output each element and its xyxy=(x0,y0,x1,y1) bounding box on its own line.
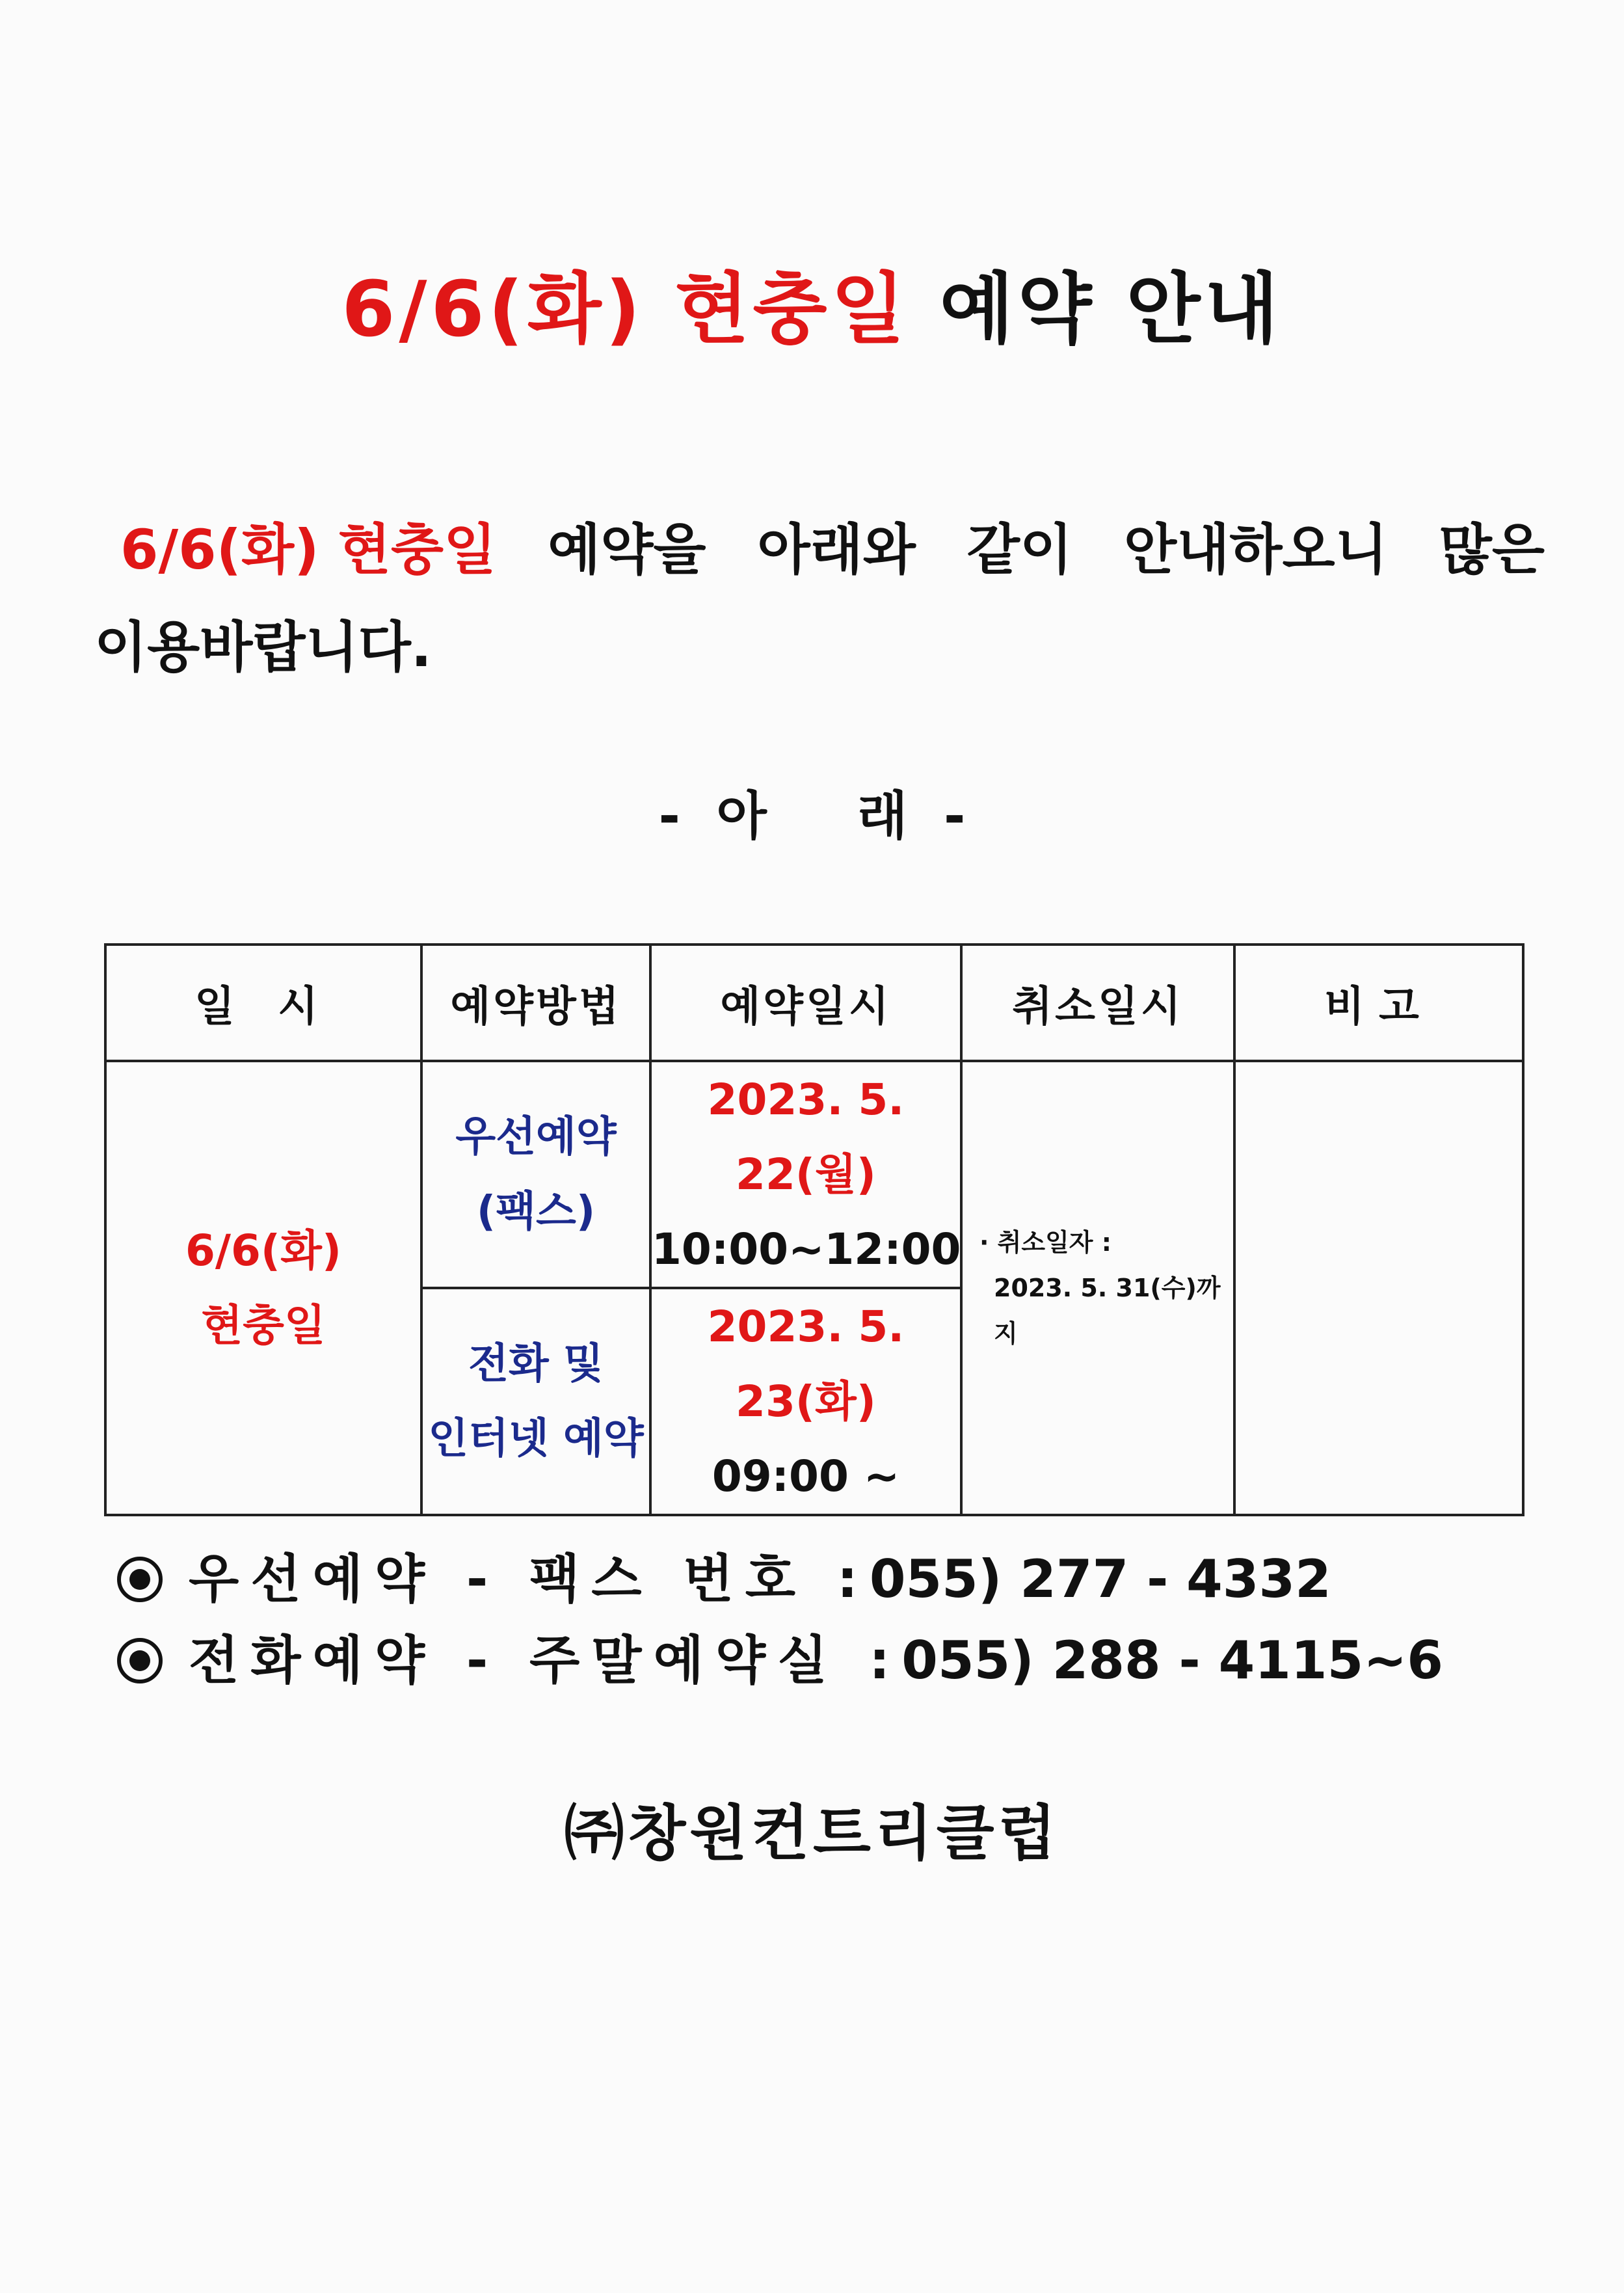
reserve-time: 10:00~12:00 xyxy=(652,1224,961,1274)
table-row xyxy=(105,1061,1523,1288)
method-line: 전화 및 xyxy=(468,1339,604,1388)
intro-paragraph xyxy=(94,501,1545,696)
page-title xyxy=(0,247,1624,358)
reserve-datetime-cell xyxy=(650,1061,961,1288)
contact-number: 055) 277 - 4332 xyxy=(869,1549,1331,1609)
intro-word: 아래와 xyxy=(757,518,916,582)
method-cell xyxy=(421,1061,650,1288)
contact-number: 055) 288 - 4115~6 xyxy=(901,1630,1443,1691)
cancel-label: · 취소일자 : xyxy=(979,1228,1112,1257)
reserve-date: 2023. 5. 22(월) xyxy=(707,1075,905,1200)
holiday-date-cell xyxy=(105,1061,421,1515)
table-header-row xyxy=(105,945,1523,1061)
title-suffix: 예약 안내 xyxy=(939,264,1283,354)
contact-label: 전화예약 - 주말예약실 : xyxy=(189,1630,902,1691)
below-heading: - 아 래 - xyxy=(658,786,966,846)
header-date: 일 시 xyxy=(105,945,421,1061)
bullet-circle-icon xyxy=(117,1557,163,1602)
reservation-table xyxy=(104,943,1524,1516)
holiday-date: 6/6(화) xyxy=(185,1226,342,1276)
method-line: 인터넷 예약 xyxy=(428,1414,644,1463)
header-note: 비고 xyxy=(1234,945,1523,1061)
method-line: (팩스) xyxy=(476,1187,596,1236)
note-cell xyxy=(1234,1061,1523,1515)
reserve-time: 09:00 ~ xyxy=(712,1451,900,1501)
intro-word: 예약을 xyxy=(548,518,706,582)
method-line: 우선예약 xyxy=(455,1112,617,1161)
intro-line-2: 이용바랍니다. xyxy=(94,615,432,679)
intro-word: 같이 xyxy=(966,518,1073,582)
cancel-datetime-cell xyxy=(961,1061,1234,1515)
title-holiday: 6/6(화) 현충일 xyxy=(341,264,909,354)
intro-word: 안내하오니 xyxy=(1124,518,1388,582)
contact-label: 우선예약 - 팩스 번호 : xyxy=(189,1549,870,1609)
holiday-name: 현충일 xyxy=(201,1300,326,1350)
method-cell xyxy=(421,1288,650,1515)
company-name: ㈜창원컨트리클럽 xyxy=(564,1799,1060,1868)
header-method: 예약방법 xyxy=(421,945,650,1061)
contact-item-phone xyxy=(117,1620,1548,1701)
cancel-date: 2023. 5. 31(수)까지 xyxy=(994,1274,1221,1348)
header-reserve-datetime: 예약일시 xyxy=(650,945,961,1061)
reserve-date: 2023. 5. 23(화) xyxy=(707,1302,905,1427)
intro-line-1 xyxy=(94,501,1545,598)
bullet-circle-icon xyxy=(117,1638,163,1683)
intro-holiday: 6/6(화) 현충일 xyxy=(120,518,497,582)
contact-list xyxy=(117,1538,1548,1701)
contact-item-fax xyxy=(117,1538,1548,1620)
header-cancel-datetime: 취소일시 xyxy=(961,945,1234,1061)
intro-word: 많은 xyxy=(1439,518,1545,582)
reserve-datetime-cell xyxy=(650,1288,961,1515)
